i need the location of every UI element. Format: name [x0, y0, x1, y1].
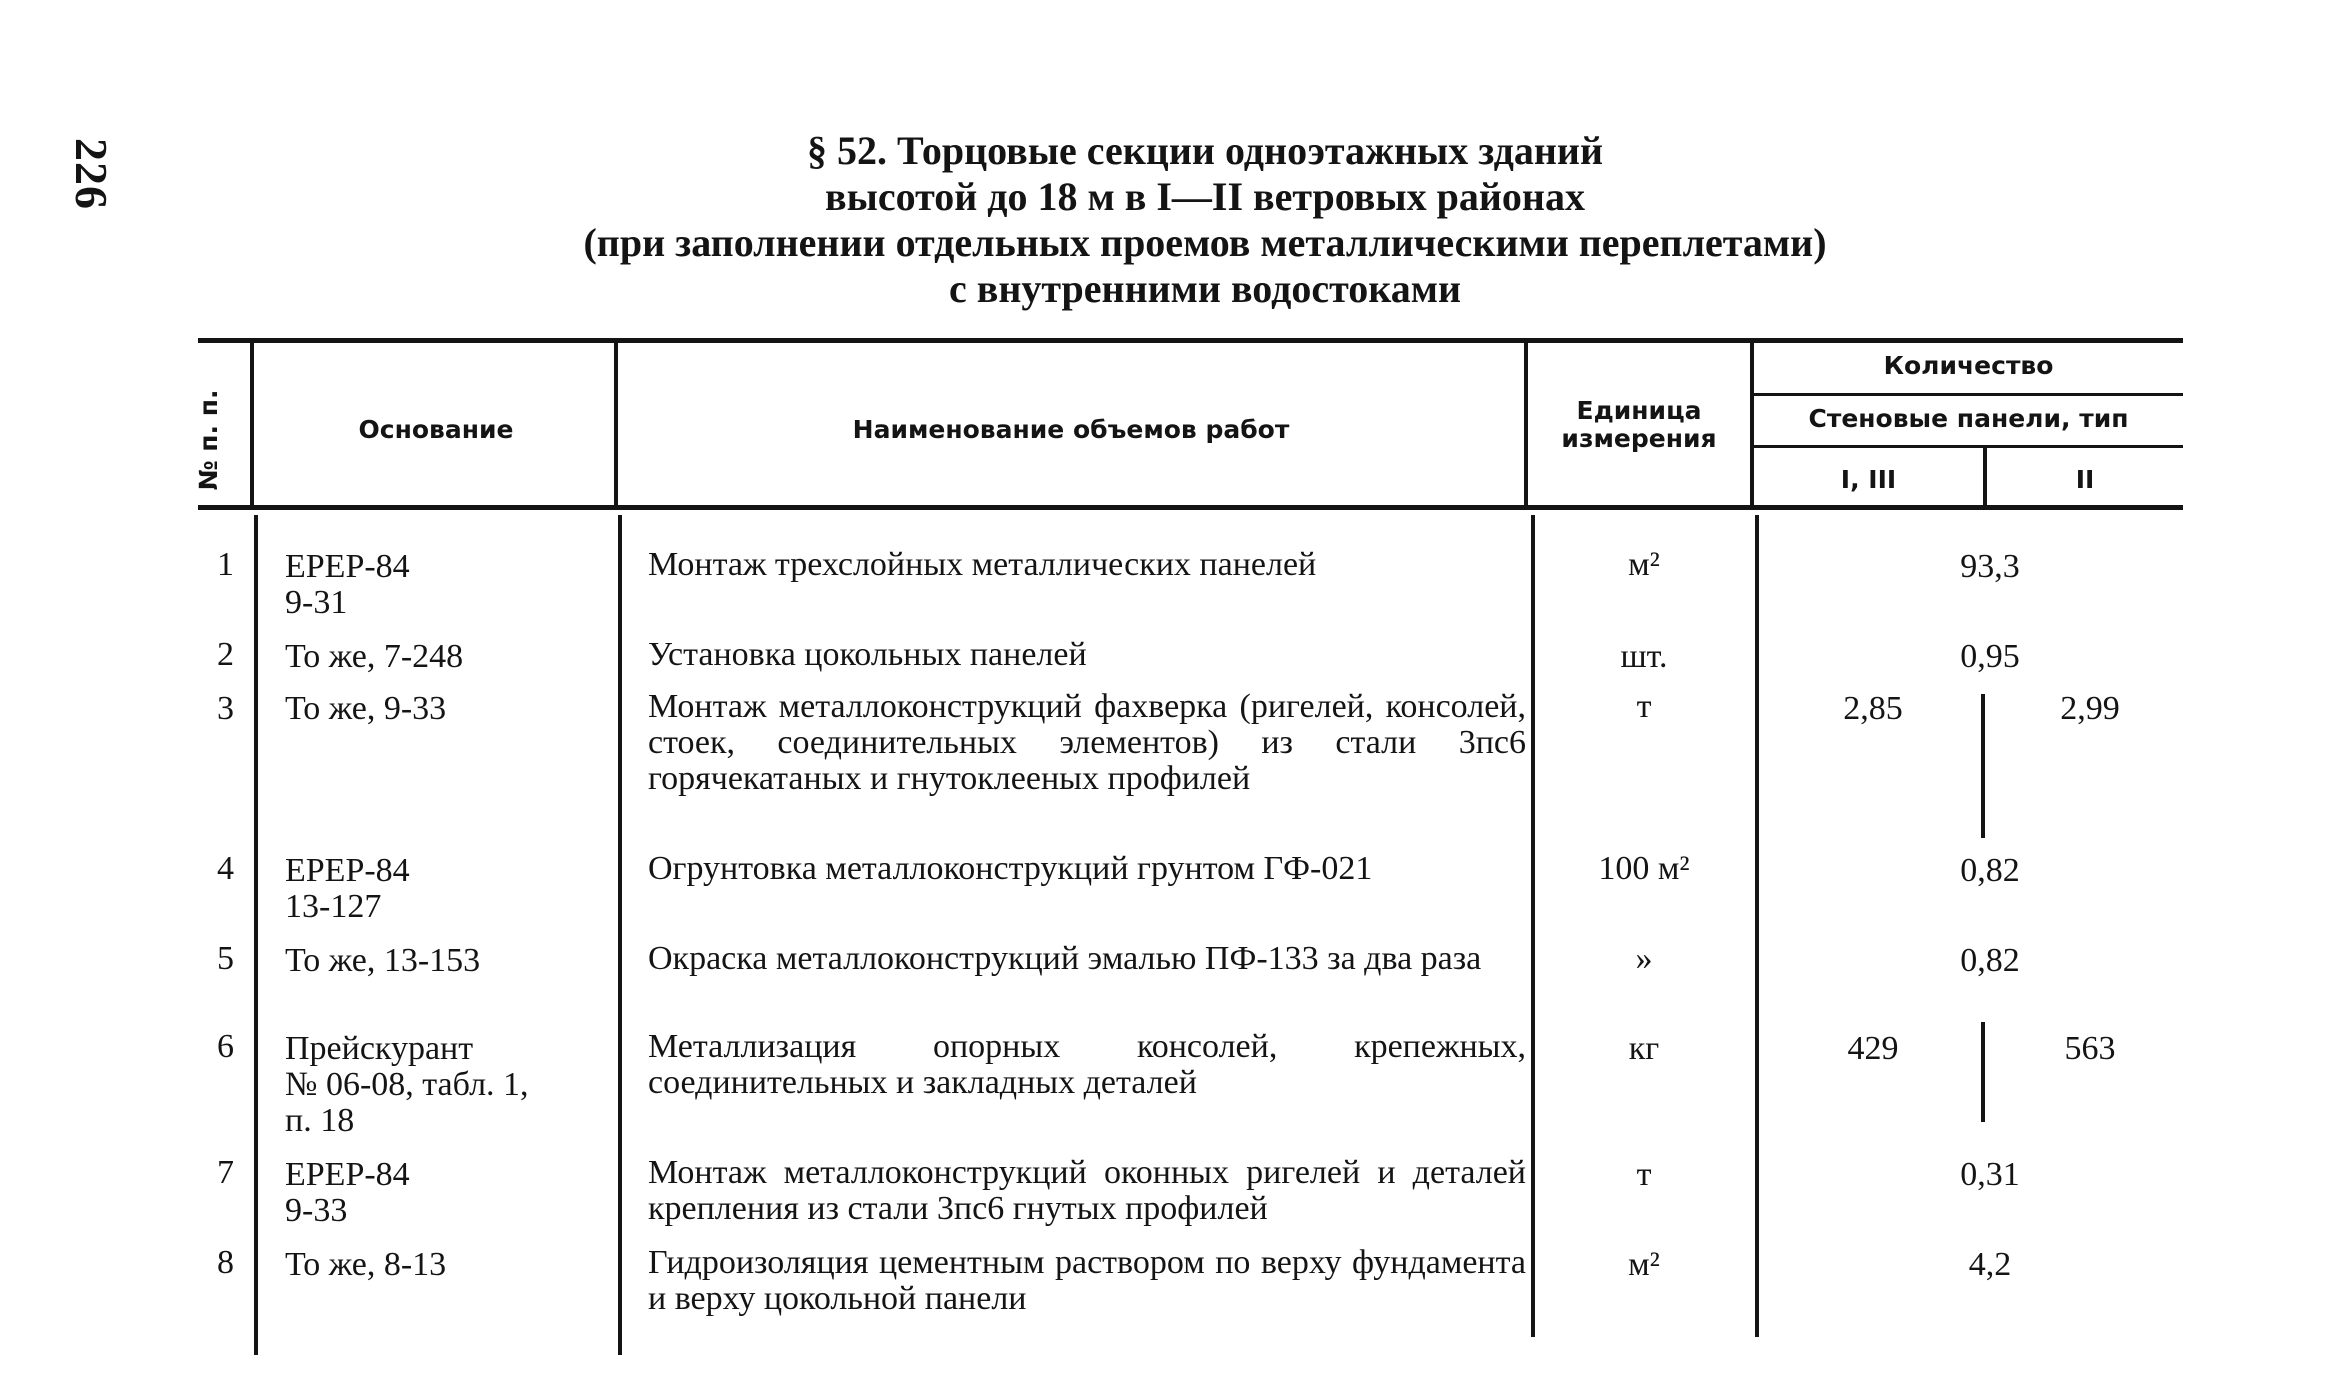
row-3-qty-2: 2,99	[2060, 690, 2120, 727]
row-3-qty-1: 2,85	[1843, 690, 1903, 727]
header-type-1: I, III	[1840, 465, 1897, 494]
header-quantity: Количество	[1883, 351, 2054, 380]
body-line-4	[1755, 515, 1759, 1337]
row-6-qty-separator	[1981, 1022, 1985, 1122]
row-7-qty: 0,31	[1960, 1156, 2020, 1193]
header-panels: Стеновые панели, тип	[1808, 404, 2129, 433]
header-num: № п. п.	[194, 389, 223, 491]
title-line-4: с внутренними водостоками	[949, 266, 1461, 311]
row-8-basis: То же, 8-13	[285, 1246, 447, 1283]
row-6-qty-1: 429	[1847, 1030, 1899, 1067]
row-7-num: 7	[217, 1154, 234, 1191]
row-4-qty: 0,82	[1960, 852, 2020, 889]
row-6-work: Металлизация опорных консолей, крепежных, соединительных и закладных деталей	[648, 1028, 1526, 1101]
row-1-basis: ЕРЕР-84 9-31	[285, 548, 410, 621]
row-7-unit: т	[1636, 1156, 1652, 1193]
row-5-num: 5	[217, 940, 234, 977]
row-5-unit: »	[1635, 940, 1653, 977]
row-1-qty: 93,3	[1960, 548, 2020, 585]
header-work: Наименование объемов работ	[852, 415, 1290, 444]
title-line-3: (при заполнении отдельных проемов металлическими переплетами)	[583, 220, 1827, 265]
row-2-qty: 0,95	[1960, 638, 2020, 675]
row-6-qty-2: 563	[2064, 1030, 2116, 1067]
header-basis: Основание	[358, 415, 514, 444]
table-top-rule	[198, 338, 2183, 343]
row-2-basis: То же, 7-248	[285, 638, 464, 675]
row-8-work: Гидроизоляция цементным раствором по верху фундамента и верху цокольной панели	[648, 1244, 1526, 1317]
row-1-unit: м²	[1628, 546, 1660, 583]
header-type-2: II	[2075, 465, 2095, 494]
header-bottom-rule	[198, 505, 2183, 510]
row-4-unit: 100 м²	[1598, 850, 1690, 887]
row-3-qty-separator	[1981, 694, 1985, 838]
row-4-basis: ЕРЕР-84 13-127	[285, 852, 410, 925]
row-6-unit: кг	[1628, 1030, 1660, 1067]
row-3-work: Монтаж металлоконструкций фахверка (ригелей, консолей, стоек, соединительных элементов) из стали 3пс6 горячекатаных и гнутоклееных профилей	[648, 688, 1526, 797]
row-7-work: Монтаж металлоконструкций оконных ригелей и деталей крепления из стали 3пс6 гнутых профилей	[648, 1154, 1526, 1227]
row-6-num: 6	[217, 1028, 234, 1065]
row-3-unit: т	[1636, 688, 1652, 725]
row-1-work: Монтаж трехслойных металлических панелей	[648, 546, 1317, 583]
row-8-qty: 4,2	[1968, 1246, 2012, 1283]
row-5-basis: То же, 13-153	[285, 942, 481, 979]
quantity-rule	[1752, 393, 2183, 396]
row-3-num: 3	[217, 690, 234, 727]
row-7-basis: ЕРЕР-84 9-33	[285, 1156, 410, 1229]
header-unit	[1528, 397, 1750, 453]
row-1-num: 1	[217, 546, 234, 583]
row-2-work: Установка цокольных панелей	[648, 636, 1087, 673]
header-unit-line1: Единица	[1576, 396, 1702, 425]
row-5-work: Окраска металлоконструкций эмалью ПФ-133 за два раза	[648, 940, 1482, 977]
page-number: 226	[66, 138, 117, 210]
row-5-qty: 0,82	[1960, 942, 2020, 979]
row-3-basis: То же, 9-33	[285, 690, 447, 727]
title-line-1: § 52. Торцовые секции одноэтажных зданий	[807, 128, 1603, 173]
row-8-num: 8	[217, 1244, 234, 1281]
body-line-1	[254, 515, 258, 1355]
title-line-2: высотой до 18 м в I—II ветровых районах	[825, 174, 1585, 219]
col-line-1	[250, 343, 254, 505]
panels-rule	[1752, 445, 2183, 448]
row-2-unit: шт.	[1620, 638, 1668, 675]
row-4-num: 4	[217, 850, 234, 887]
header-unit-line2: измерения	[1561, 424, 1717, 453]
section-title	[360, 128, 2050, 312]
row-8-unit: м²	[1628, 1246, 1660, 1283]
body-line-2	[618, 515, 622, 1355]
row-4-work: Огрунтовка металлоконструкций грунтом ГФ-021	[648, 850, 1373, 887]
row-2-num: 2	[217, 636, 234, 673]
row-6-basis: Прейскурант № 06-08, табл. 1, п. 18	[285, 1030, 529, 1139]
